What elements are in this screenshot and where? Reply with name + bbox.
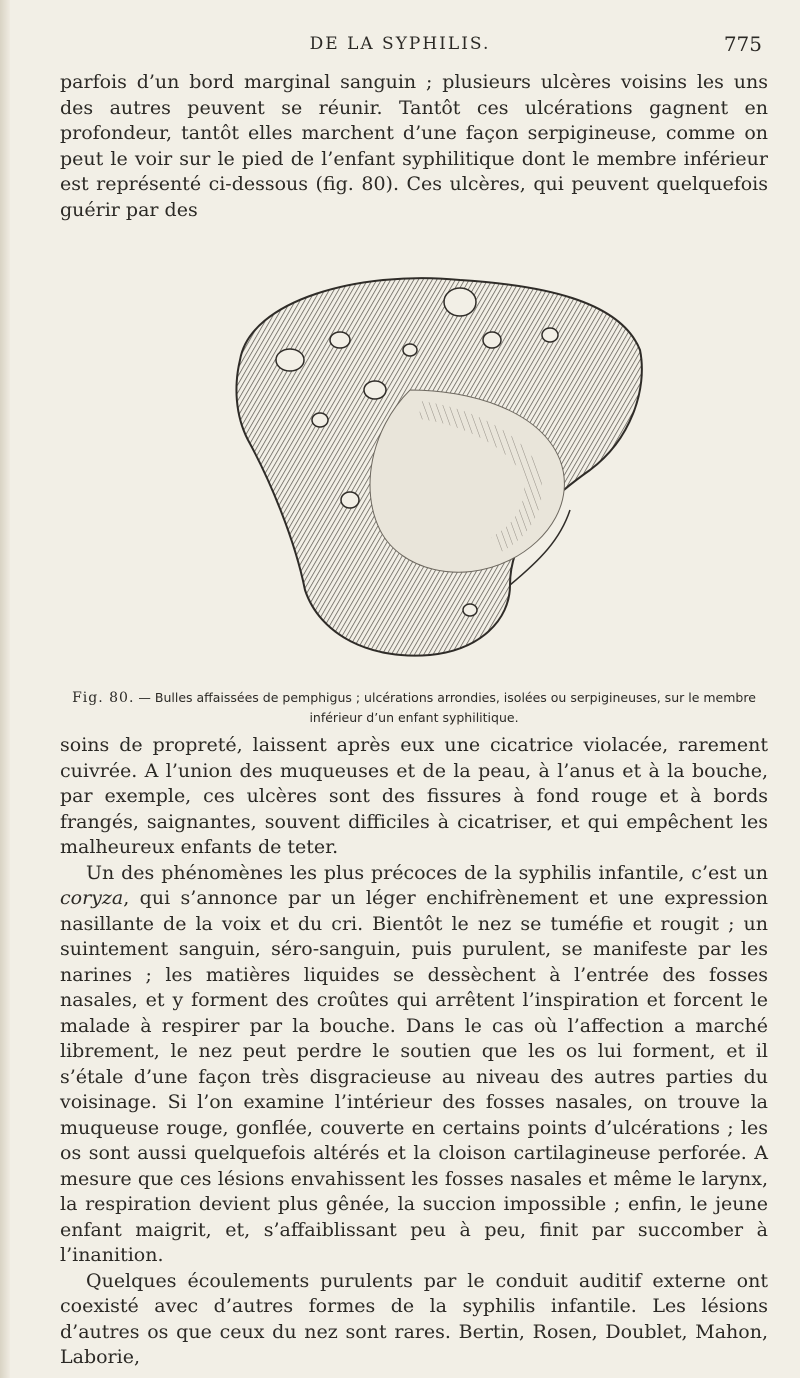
body-text xyxy=(60,733,768,1371)
running-title: DE LA SYPHILIS. xyxy=(309,34,491,54)
figure-caption-text: — Bulles affaissées de pemphigus ; ulcérations arrondies, isolées ou serpigineuses, sur le membre inférieur d’un enfant syphilitique. xyxy=(138,690,756,725)
paragraph-text: , qui s’annonce par un léger enchifrènement et une expression nasillante de la voix et du cri. Bientôt le nez se tuméfie et rougit ; un suintement sanguin, séro-sanguin, puis purulent, se manifeste par les narines ; les matières liquides se dessèchent à l’entrée des fosses nasales, et y forment des croûtes qui arrêtent l’inspiration et forcent le malade à respirer par la bouche. Dans le cas où l’affection a marché librement, le nez peut perdre le soutien que les os lui forment, et il s’étale d’une façon très disgracieuse au niveau des autres parties du voisinage. Si l’on examine l’intérieur des fosses nasales, on trouve la muqueuse rouge, gonflée, couverte en certains points d’ulcérations ; les os sont aussi quelquefois altérés et la cloison cartilagineuse perforée. A mesure que ces lésions envahissent les fosses nasales et même le larynx, la respiration devient plus gênée, la succion impossible ; enfin, le jeune enfant maigrit, et, s’affaiblissant peu à peu, finit par succomber à l’inanition. xyxy=(60,887,768,1266)
paragraph-continued: soins de propreté, laissent après eux une cicatrice violacée, rarement cuivrée. A l’union des muqueuses et de la peau, à l’anus et à la bouche, par exemple, ces ulcères sont des fissures à fond rouge et à bords frangés, saignantes, souvent difficiles à cicatriser, et qui empêchent les malheureux enfants de teter. xyxy=(60,734,768,858)
paragraph: parfois d’un bord marginal sanguin ; plusieurs ulcères voisins les uns des autres peuvent se réunir. Tantôt ces ulcérations gagnent en profondeur, tantôt elles marchent d’une façon serpigineuse, comme on peut le voir sur le pied de l’enfant syphilitique dont le membre inférieur est représenté ci-dessous (fig. 80). Ces ulcères, qui peuvent quelquefois guérir par des xyxy=(60,71,768,221)
opening-paragraph xyxy=(60,70,768,223)
figure-label: Fig. 80. xyxy=(72,690,135,706)
paragraph-ear: Quelques écoulements purulents par le conduit auditif externe ont coexisté avec d’autres formes de la syphilis infantile. Les lésions d’autres os que ceux du nez sont rares. Bertin, Rosen, Doublet, Mahon, Laborie, xyxy=(60,1269,768,1368)
italic-term: coryza xyxy=(60,887,124,909)
page-gutter xyxy=(0,0,10,1378)
infant-leg-engraving xyxy=(210,240,650,670)
figure-engraving xyxy=(210,240,650,670)
paragraph-coryza xyxy=(60,861,768,1269)
running-head xyxy=(0,28,800,58)
figure-caption xyxy=(60,688,768,728)
paragraph-text: Un des phénomènes les plus précoces de la syphilis infantile, c’est un xyxy=(86,861,768,884)
page-number: 775 xyxy=(723,32,762,56)
